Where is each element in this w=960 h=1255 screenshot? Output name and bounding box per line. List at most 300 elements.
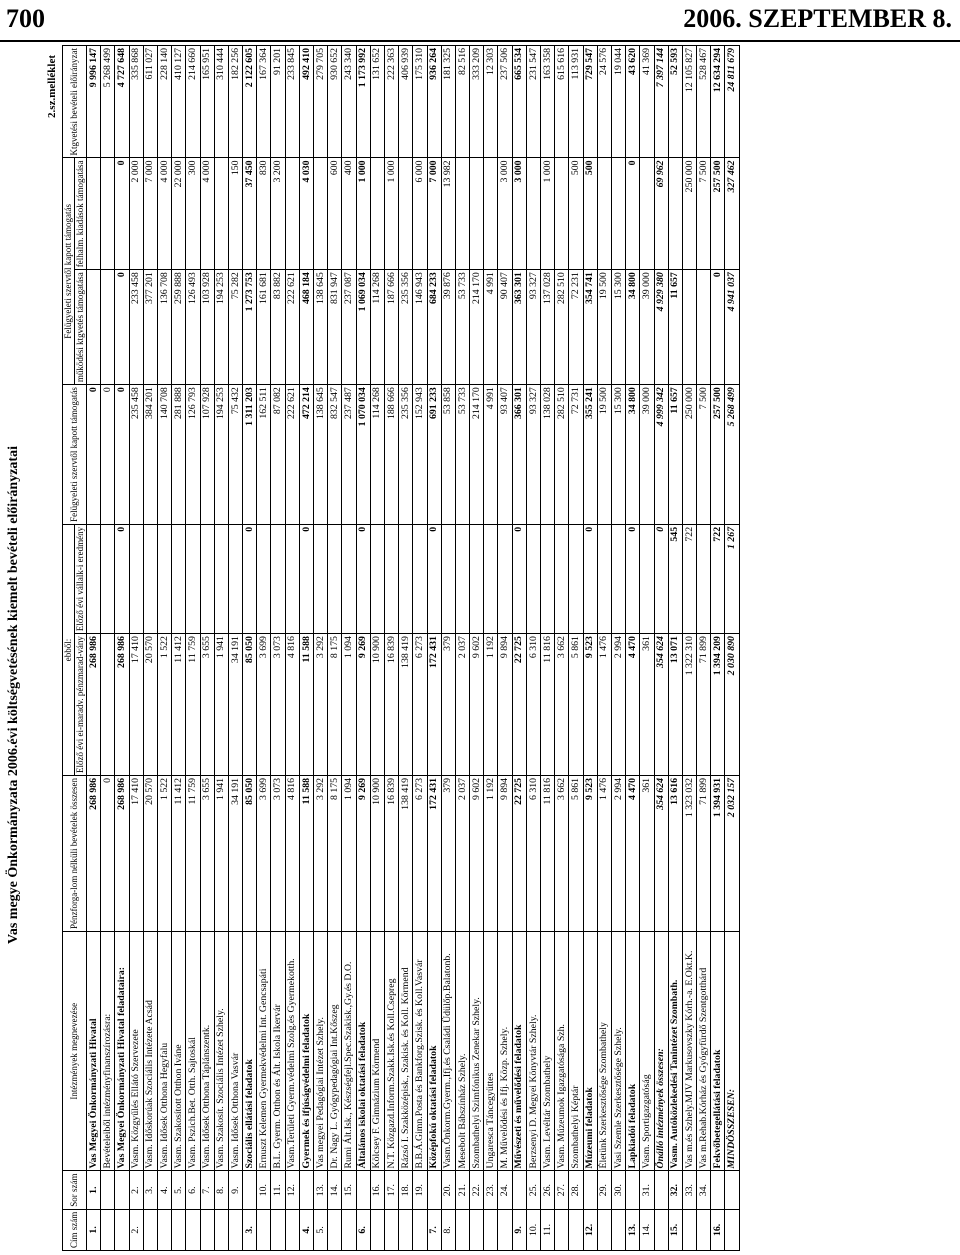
cell-v2: 11 588 [299,634,313,776]
cell-v3: 0 [583,524,597,633]
cell-v3: 0 [115,524,129,633]
issue-date: 2006. SZEPTEMBER 8. [683,4,952,33]
cell-v2: 1 522 [157,634,171,776]
cell-v5: 0 [115,270,129,385]
cell-v4: 194 253 [214,385,228,525]
cell-sor [427,1171,441,1209]
cell-v7: 5 268 499 [101,46,115,158]
cell-name: Vas megyei Pedagógiai Intézet Szhely. [314,932,328,1171]
cell-v6: 1 000 [541,158,555,270]
cell-v5 [101,270,115,385]
cell-name: Vasi Szemle Szerkesztősége Szhely. [611,932,625,1171]
cell-v1: 5 861 [569,775,583,931]
cell-v2: 2 030 890 [725,634,739,776]
cell-v6: 0 [626,158,640,270]
cell-v1: 268 986 [115,775,129,931]
cell-v6: 2 000 [129,158,143,270]
table-row [441,46,455,1251]
cell-v3: 0 [299,524,313,633]
cell-v5: 19 500 [597,270,611,385]
table-row [541,46,555,1251]
cell-v2: 34 191 [228,634,242,776]
annex-label: 2.sz.melléklet [46,55,58,118]
cell-name: B.L. Gyerm. Otthon és Ált. Iskola Ikervár [271,932,285,1171]
cell-v7: 175 310 [413,46,427,158]
cell-v3 [271,524,285,633]
cell-v3: 722 [682,524,696,633]
cell-v2: 3 699 [257,634,271,776]
cell-v7: 113 931 [569,46,583,158]
cell-sor: 29. [597,1171,611,1209]
cell-v6 [484,158,498,270]
cell-v7: 729 547 [583,46,597,158]
cell-v2: 138 419 [399,634,413,776]
table-row [314,46,328,1251]
cell-cim [257,1209,271,1250]
cell-v6: 500 [569,158,583,270]
table-row [512,46,526,1251]
cell-v4: 691 233 [427,385,441,525]
cell-sor: 5. [172,1171,186,1209]
cell-cim [597,1209,611,1250]
cell-v4: 93 327 [526,385,540,525]
cell-v1: 17 410 [129,775,143,931]
cell-sor [583,1171,597,1209]
cell-v2: 379 [441,634,455,776]
table-row [725,46,739,1251]
cell-v6: 4 000 [200,158,214,270]
table-row [384,46,398,1251]
cell-v5: 93 327 [526,270,540,385]
cell-v4: 282 510 [555,385,569,525]
cell-v3 [257,524,271,633]
cell-v4: 472 214 [299,385,313,525]
cell-name: Vasm. Idősek Otthona Hegyfalu [157,932,171,1171]
table-row [640,46,654,1251]
cell-v4: 1 311 203 [243,385,257,525]
cell-cim [725,1209,739,1250]
cell-v2: 20 570 [143,634,157,776]
cell-v5: 214 170 [470,270,484,385]
cell-v3 [87,524,101,633]
cell-v5: 0 [711,270,725,385]
cell-cim: 9. [512,1209,526,1250]
cell-v5 [697,270,711,385]
cell-name: Vasm. Levéltár Szombathely [541,932,555,1171]
cell-cim [654,1209,668,1250]
cell-v4: 138 645 [314,385,328,525]
table-row [455,46,469,1251]
cell-v3 [314,524,328,633]
cell-v7: 222 363 [384,46,398,158]
cell-v3 [157,524,171,633]
cell-v5: 39 876 [441,270,455,385]
cell-name: Vasm. Autóközlekedési Tanintézet Szombath. [668,932,682,1171]
cell-v3 [172,524,186,633]
table-row [328,46,342,1251]
cell-v4: 384 201 [143,385,157,525]
table-row [470,46,484,1251]
cell-sor: 30. [611,1171,625,1209]
cell-v6 [214,158,228,270]
cell-sor: 6. [186,1171,200,1209]
cell-v5: 137 028 [541,270,555,385]
table-row [484,46,498,1251]
cell-name: Vas Megyei Önkormányzati Hivatal feladataira: [115,932,129,1171]
table-row [172,46,186,1251]
cell-v6: 7 500 [697,158,711,270]
cell-v5: 90 407 [498,270,512,385]
cell-v1: 379 [441,775,455,931]
cell-v3 [484,524,498,633]
cell-v3: 1 267 [725,524,739,633]
cell-v1: 71 899 [697,775,711,931]
cell-v5: 72 231 [569,270,583,385]
cell-v5: 146 943 [413,270,427,385]
cell-v7: 228 140 [157,46,171,158]
cell-v6: 150 [228,158,242,270]
col-ktgvetesi: Ktgvetési bevételi előirányzat [63,46,87,158]
cell-name: B.B.Á.Gimn.Posta és Bankforg.Szisk. és Koll.Vasvár [413,932,427,1171]
cell-v3 [214,524,228,633]
cell-v6: 600 [328,158,342,270]
cell-name: Vasm. Szakosított Otthon Iváne [172,932,186,1171]
cell-v2: 16 839 [384,634,398,776]
table-row [356,46,370,1251]
cell-v7: 410 127 [172,46,186,158]
page-number: 700 [6,4,45,33]
table-row [157,46,171,1251]
table-row [200,46,214,1251]
cell-cim [555,1209,569,1250]
cell-v6 [370,158,384,270]
cell-v3 [611,524,625,633]
cell-v4: 53 858 [441,385,455,525]
table-row [285,46,299,1251]
table-row [526,46,540,1251]
cell-cim [484,1209,498,1250]
cell-cim [328,1209,342,1250]
table-row [711,46,725,1251]
cell-v7: 214 660 [186,46,200,158]
cell-sor: 34. [697,1171,711,1209]
cell-v5: 126 493 [186,270,200,385]
cell-v1: 3 292 [314,775,328,931]
cell-v5: 194 253 [214,270,228,385]
cell-cim: 14. [640,1209,654,1250]
cell-v5: 831 947 [328,270,342,385]
cell-v7: 82 516 [455,46,469,158]
cell-name: Vasm.Önkorm.Gyerm.,Ifj.és Családi Üdülőp.Balatonb. [441,932,455,1171]
cell-v2: 71 899 [697,634,711,776]
cell-v4: 15 300 [611,385,625,525]
cell-sor: 31. [640,1171,654,1209]
cell-v4: 188 666 [384,385,398,525]
cell-name: Szombathelyi Képtár [569,932,583,1171]
cell-sor: 24. [498,1171,512,1209]
cell-v6: 500 [583,158,597,270]
cell-v5: 103 928 [200,270,214,385]
table-row [597,46,611,1251]
cell-sor: 27. [555,1171,569,1209]
cell-v6: 37 450 [243,158,257,270]
cell-name: Vasm. Szakosít. Szociális Intézet Szhely. [214,932,228,1171]
cell-v1: 6 310 [526,775,540,931]
cell-v4: 162 511 [257,385,271,525]
budget-table [62,45,740,1251]
cell-v2: 85 050 [243,634,257,776]
cell-name: Vasm. Időskorúak Szociális Intézete Acsád [143,932,157,1171]
cell-cim [214,1209,228,1250]
cell-v5: 259 888 [172,270,186,385]
cell-cim: 6. [356,1209,370,1250]
cell-v3 [526,524,540,633]
cell-v2: 2 037 [455,634,469,776]
cell-v6: 4 000 [157,158,171,270]
cell-cim: 13. [626,1209,640,1250]
cell-v4: 222 621 [285,385,299,525]
cell-v1: 20 570 [143,775,157,931]
cell-v2: 2 994 [611,634,625,776]
cell-cim [228,1209,242,1250]
table-row [87,46,101,1251]
cell-v2: 1 394 209 [711,634,725,776]
cell-v5: 136 708 [157,270,171,385]
cell-v2: 10 900 [370,634,384,776]
cell-name: Fekvőbetegellátási feladatok [711,932,725,1171]
table-row [399,46,413,1251]
cell-cim: 3. [243,1209,257,1250]
cell-sor: 4. [157,1171,171,1209]
cell-v2: 9 269 [356,634,370,776]
table-row [668,46,682,1251]
cell-v6: 22 000 [172,158,186,270]
cell-cim [384,1209,398,1250]
cell-v3: 0 [512,524,526,633]
cell-v6: 13 982 [441,158,455,270]
cell-name: Szombathelyi Szimfónikus Zenekar Szhely. [470,932,484,1171]
cell-sor: 11. [271,1171,285,1209]
cell-sor: 25. [526,1171,540,1209]
cell-v4: 138 028 [541,385,555,525]
cell-v7: 19 044 [611,46,625,158]
cell-v3 [498,524,512,633]
cell-v6 [470,158,484,270]
cell-cim [143,1209,157,1250]
cell-v7: 930 652 [328,46,342,158]
cell-name: Berzsenyi D. Megyei Könyvtár Szhely. [526,932,540,1171]
cell-v4: 72 731 [569,385,583,525]
cell-name: Középfokú oktatási feladatok [427,932,441,1171]
table-row [569,46,583,1251]
cell-v1: 268 986 [87,775,101,931]
cell-v5: 34 800 [626,270,640,385]
cell-v4: 34 800 [626,385,640,525]
cell-v7: 24 576 [597,46,611,158]
table-row [115,46,129,1251]
cell-v5: 75 282 [228,270,242,385]
cell-v2: 22 725 [512,634,526,776]
cell-cim [399,1209,413,1250]
col-name: Intézmények megnevezése [63,932,87,1171]
table-row [129,46,143,1251]
table-row [697,46,711,1251]
cell-v7: 406 939 [399,46,413,158]
cell-v2: 354 624 [654,634,668,776]
cell-cim [611,1209,625,1250]
cell-v4: 0 [115,385,129,525]
cell-v6 [668,158,682,270]
table-row [271,46,285,1251]
cell-sor: 17. [384,1171,398,1209]
cell-v2: 1 322 310 [682,634,696,776]
cell-cim [172,1209,186,1250]
cell-v5: 237 087 [342,270,356,385]
cell-v3 [470,524,484,633]
cell-sor: 33. [682,1171,696,1209]
cell-v4: 53 733 [455,385,469,525]
cell-v5: 354 741 [583,270,597,385]
cell-v7: 131 652 [370,46,384,158]
cell-v6: 69 962 [654,158,668,270]
cell-name: MINDÖSSZESEN: [725,932,739,1171]
cell-v4: 140 708 [157,385,171,525]
cell-sor: 1. [87,1171,101,1209]
cell-name: Életünk Szerkesztősége Szombathely [597,932,611,1171]
cell-cim [370,1209,384,1250]
cell-v6: 250 000 [682,158,696,270]
cell-v5: 235 356 [399,270,413,385]
cell-name: Vasm. Közgyűlés Ellátó Szervezete [129,932,143,1171]
cell-v1: 138 419 [399,775,413,931]
cell-v7: 243 340 [342,46,356,158]
cell-v2: 172 431 [427,634,441,776]
cell-cim: 5. [314,1209,328,1250]
cell-name: Bevételeiből intézményfinanszírozásra: [101,932,115,1171]
cell-v1: 11 816 [541,775,555,931]
cell-v7: 12 303 [484,46,498,158]
cell-v2: 1 192 [484,634,498,776]
cell-v6 [526,158,540,270]
cell-v6: 300 [186,158,200,270]
cell-name: N.T. Közgazd.Inform.Szakk.Isk.és Koll.Csepreg [384,932,398,1171]
cell-v6: 400 [342,158,356,270]
cell-name: Ernuszt Kelemen Gyermekvédelmi Int. Gencsapáti [257,932,271,1171]
cell-v4: 237 487 [342,385,356,525]
cell-v1: 9 523 [583,775,597,931]
cell-v1: 11 588 [299,775,313,931]
cell-v2: 9 602 [470,634,484,776]
cell-v6: 3 000 [498,158,512,270]
cell-v4: 19 500 [597,385,611,525]
cell-v4: 4 991 [484,385,498,525]
cell-sor: 14. [328,1171,342,1209]
cell-cim [413,1209,427,1250]
cell-v6: 1 000 [384,158,398,270]
cell-v1: 1 094 [342,775,356,931]
cell-cim [342,1209,356,1250]
cell-sor: 9. [228,1171,242,1209]
cell-sor: 21. [455,1171,469,1209]
cell-v5 [87,270,101,385]
cell-v4: 235 356 [399,385,413,525]
cell-v4: 11 657 [668,385,682,525]
cell-v3 [541,524,555,633]
cell-v4: 75 432 [228,385,242,525]
cell-v7: 615 616 [555,46,569,158]
cell-v2: 4 470 [626,634,640,776]
cell-v7: 12 105 827 [682,46,696,158]
cell-name: Szociális ellátási feladatok [243,932,257,1171]
cell-sor: 28. [569,1171,583,1209]
cell-cim [186,1209,200,1250]
cell-v2: 268 986 [115,634,129,776]
cell-v4: 126 793 [186,385,200,525]
cell-v7: 4 727 648 [115,46,129,158]
cell-v6: 1 000 [356,158,370,270]
cell-v7: 233 845 [285,46,299,158]
cell-sor: 20. [441,1171,455,1209]
cell-v7: 665 534 [512,46,526,158]
col-penzforgalom: Pénzforga-lom nélküli bevételek összesen [63,775,87,931]
cell-v1: 1 192 [484,775,498,931]
cell-v2: 361 [640,634,654,776]
cell-v3: 0 [356,524,370,633]
cell-v5: 1 273 753 [243,270,257,385]
cell-v1: 13 616 [668,775,682,931]
cell-v6 [597,158,611,270]
cell-v6: 257 500 [711,158,725,270]
cell-cim [101,1209,115,1250]
col-sor: Sor szám [63,1171,87,1209]
cell-v3: 0 [626,524,640,633]
cell-v7: 335 868 [129,46,143,158]
cell-v6 [455,158,469,270]
cell-v7: 2 122 605 [243,46,257,158]
cell-v6 [101,158,115,270]
cell-v4: 1 070 034 [356,385,370,525]
cell-v2: 3 292 [314,634,328,776]
cell-v7: 167 364 [257,46,271,158]
cell-v1: 4 470 [626,775,640,931]
cell-v3 [143,524,157,633]
cell-v7: 181 325 [441,46,455,158]
cell-v2: 3 662 [555,634,569,776]
cell-name: Dr. Nagy L. Gyógypedagógiai Int.Kőszeg [328,932,342,1171]
cell-v7: 9 996 147 [87,46,101,158]
cell-v3 [200,524,214,633]
cell-v7: 24 811 679 [725,46,739,158]
cell-v6 [314,158,328,270]
cell-v3 [640,524,654,633]
table-row [427,46,441,1251]
cell-v1: 3 699 [257,775,271,931]
cell-v3 [455,524,469,633]
cell-sor: 22. [470,1171,484,1209]
cell-v2: 3 655 [200,634,214,776]
cell-v5: 53 733 [455,270,469,385]
cell-cim: 16. [711,1209,725,1250]
cell-v3 [597,524,611,633]
cell-v5: 114 268 [370,270,384,385]
cell-v2: 13 071 [668,634,682,776]
cell-v7: 936 264 [427,46,441,158]
cell-v7: 492 410 [299,46,313,158]
cell-sor: 10. [257,1171,271,1209]
col-cim: Cím szám [63,1209,87,1250]
table-row [583,46,597,1251]
page-header [0,0,960,42]
